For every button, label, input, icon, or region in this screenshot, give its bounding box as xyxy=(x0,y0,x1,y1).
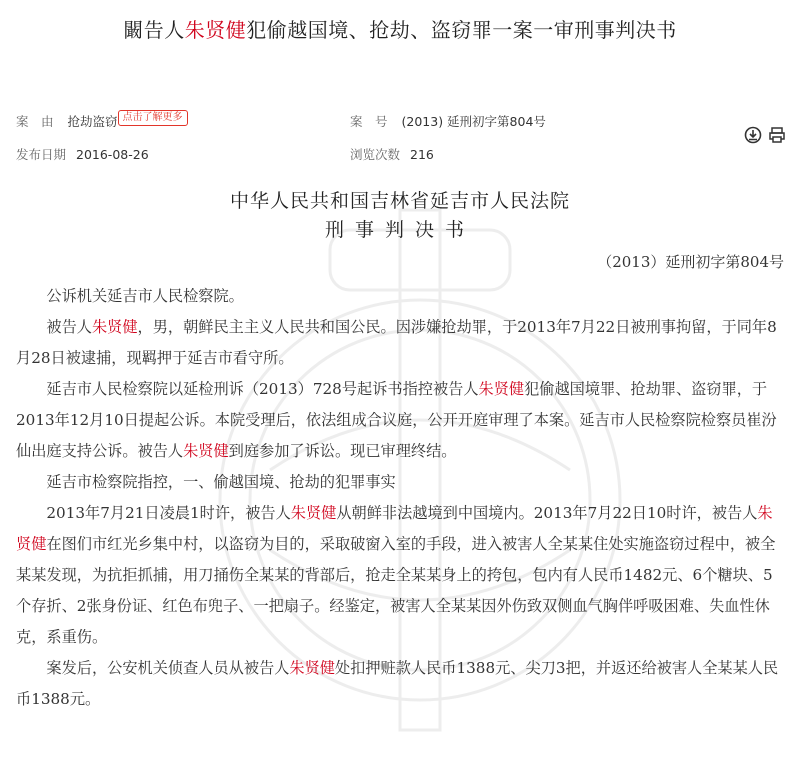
case-number-label: 案 号 xyxy=(350,114,388,129)
paragraph-seizure: 案发后，公安机关侦查人员从被告人朱贤健处扣押赃款人民币1388元、尖刀3把，并返还给被害人全某某人民币1388元。 xyxy=(16,659,779,708)
defendant-name: 朱贤健 xyxy=(183,442,229,460)
toolbar xyxy=(744,126,786,148)
publish-date-value: 2016-08-26 xyxy=(76,147,149,162)
cause-field xyxy=(16,112,188,132)
paragraph-defendant: 被告人朱贤健，男，朝鲜民主主义人民共和国公民。因涉嫌抢劫罪，于2013年7月22日被刑事拘留，于同年8月28日被逮捕，现羁押于延吉市看守所。 xyxy=(16,318,777,367)
paragraph-facts: 2013年7月21日凌晨1时许，被告人朱贤健从朝鲜非法越境到中国境内。2013年7月22日10时许，被告人朱贤健在图们市红光乡集中村，以盗窃为目的，采取破窗入室的手段，进入被害人全某某住处实施盗窃过程中，被全某某发现，为抗拒抓捕，用刀捅伤全某某的背部后，抢走全某某身上的挎包，包内有人民币1482元、6个糖块、5个存折、2张身份证、红色布兜子、一把扇子。经鉴定，被害人全某某因外伤致双侧血气胸伴呼吸困难、失血性休克，系重伤。 xyxy=(16,504,776,646)
views-label: 浏览次数 xyxy=(350,147,401,162)
publish-date-field xyxy=(16,145,149,163)
page-title: 闞告人朱贤健犯偷越国境、抢劫、盗窃罪一案一审刑事判决书 xyxy=(123,18,677,42)
document-type: 刑事判决书 xyxy=(324,219,475,241)
judgment-body xyxy=(16,281,784,715)
publish-date-label: 发布日期 xyxy=(16,147,67,162)
cause-value: 抢劫盗窃 xyxy=(67,114,118,129)
cause-more-link[interactable]: 点击了解更多 xyxy=(118,110,188,126)
cause-label: 案 由 xyxy=(16,114,54,129)
print-icon[interactable] xyxy=(768,126,786,148)
defendant-name: 朱贤健 xyxy=(16,504,773,553)
defendant-name: 朱贤健 xyxy=(184,18,247,42)
defendant-name: 朱贤健 xyxy=(91,318,138,336)
views-value: 216 xyxy=(410,147,434,162)
document-case-number: （2013）延刑初字第804号 xyxy=(597,253,784,271)
court-name: 中华人民共和国吉林省延吉市人民法院 xyxy=(229,190,570,212)
case-number-field xyxy=(350,112,546,130)
paragraph-charge-heading: 延吉市检察院指控，一、偷越国境、抢劫的犯罪事实 xyxy=(46,473,396,491)
defendant-name: 朱贤健 xyxy=(290,504,337,522)
case-number-value: (2013) 延刑初字第804号 xyxy=(401,114,546,129)
defendant-name: 朱贤健 xyxy=(289,659,335,677)
download-icon[interactable] xyxy=(744,126,762,148)
paragraph-prosecutor: 公诉机关延吉市人民检察院。 xyxy=(46,287,244,305)
paragraph-indictment: 延吉市人民检察院以延检刑诉（2013）728号起诉书指控被告人朱贤健犯偷越国境罪、抢劫罪、盗窃罪，于2013年12月10日提起公诉。本院受理后，依法组成合议庭，公开开庭审理了本案。延吉市人民检察院检察员崔汾仙出庭支持公诉。被告人朱贤健到庭参加了诉讼。现已审理终结。 xyxy=(16,380,777,460)
views-field xyxy=(350,145,434,163)
defendant-name: 朱贤健 xyxy=(478,380,525,398)
